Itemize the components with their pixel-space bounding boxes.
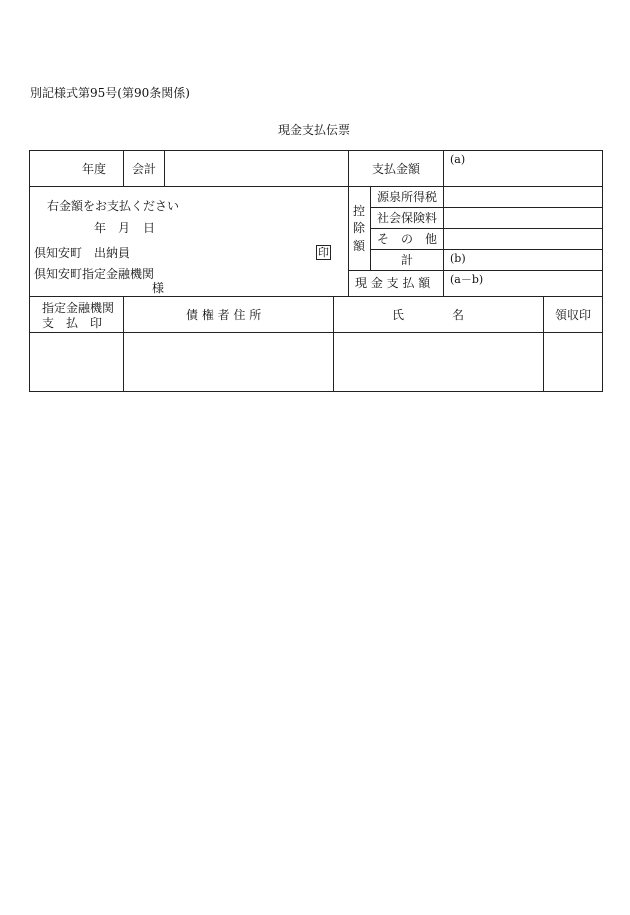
accounting-field[interactable] bbox=[168, 153, 344, 183]
deduction-row-line-1 bbox=[370, 207, 603, 208]
deduction-row-line-3 bbox=[370, 249, 603, 250]
form-reference: 別記様式第95号(第90条関係) bbox=[30, 86, 190, 100]
deduction-total-marker: (b) bbox=[450, 252, 466, 265]
date-day-label: 日 bbox=[143, 221, 156, 235]
social-insurance-label: 社会保険料 bbox=[377, 211, 438, 225]
deduction-total-label: 計 bbox=[401, 253, 414, 267]
net-payment-label: 現 金 支 払 額 bbox=[355, 276, 431, 290]
payment-amount-marker: (a) bbox=[450, 153, 466, 166]
fiscal-year-field[interactable] bbox=[34, 153, 78, 183]
fiscal-year-label: 年度 bbox=[82, 162, 107, 176]
receipt-seal-cell[interactable] bbox=[545, 334, 601, 390]
payment-amount-label: 支払金額 bbox=[372, 162, 421, 176]
document-title: 現金支払伝票 bbox=[278, 123, 351, 137]
deduction-label-char-1: 控 bbox=[352, 204, 365, 218]
cashier-label: 倶知安町 出納員 bbox=[34, 246, 131, 260]
top-row-divider-2 bbox=[164, 150, 165, 186]
bottom-divider-3 bbox=[543, 296, 544, 392]
bottom-header-line bbox=[29, 332, 603, 333]
bank-seal-cell[interactable] bbox=[31, 334, 121, 390]
creditor-address-cell[interactable] bbox=[125, 334, 331, 390]
deduction-label-char-2: 除 bbox=[352, 221, 365, 235]
net-payment-marker: (a－b) bbox=[450, 273, 484, 286]
other-deduction-label: そ の 他 bbox=[377, 232, 438, 246]
payment-request-text: 右金額をお支払ください bbox=[47, 199, 180, 213]
name-header: 氏 名 bbox=[392, 308, 465, 322]
deduction-total-line bbox=[348, 270, 603, 271]
top-row-divider-3 bbox=[348, 150, 349, 296]
name-cell[interactable] bbox=[335, 334, 541, 390]
sama-honorific: 様 bbox=[152, 281, 165, 295]
date-month-label: 月 bbox=[118, 221, 131, 235]
creditor-address-header: 債 権 者 住 所 bbox=[186, 308, 262, 322]
bank-seal-header-line2: 支 払 印 bbox=[42, 316, 103, 330]
designated-bank-label: 倶知安町指定金融機関 bbox=[34, 267, 155, 281]
mid-section-bottom-line bbox=[29, 296, 603, 297]
withholding-tax-label: 源泉所得税 bbox=[377, 190, 438, 204]
receipt-seal-header: 領収印 bbox=[555, 308, 592, 322]
date-year-label: 年 bbox=[94, 221, 107, 235]
bottom-divider-1 bbox=[123, 296, 124, 392]
deduction-label-char-3: 額 bbox=[352, 239, 365, 253]
bank-seal-header-line1: 指定金融機関 bbox=[42, 301, 115, 315]
amount-value-divider bbox=[443, 150, 444, 296]
deduction-row-line-2 bbox=[370, 228, 603, 229]
top-row-divider-1 bbox=[123, 150, 124, 186]
seal-mark: 印 bbox=[318, 246, 329, 259]
bottom-divider-2 bbox=[333, 296, 334, 392]
deduction-label-divider bbox=[370, 186, 371, 270]
top-row-bottom-line bbox=[29, 186, 603, 187]
accounting-label: 会計 bbox=[132, 162, 157, 176]
